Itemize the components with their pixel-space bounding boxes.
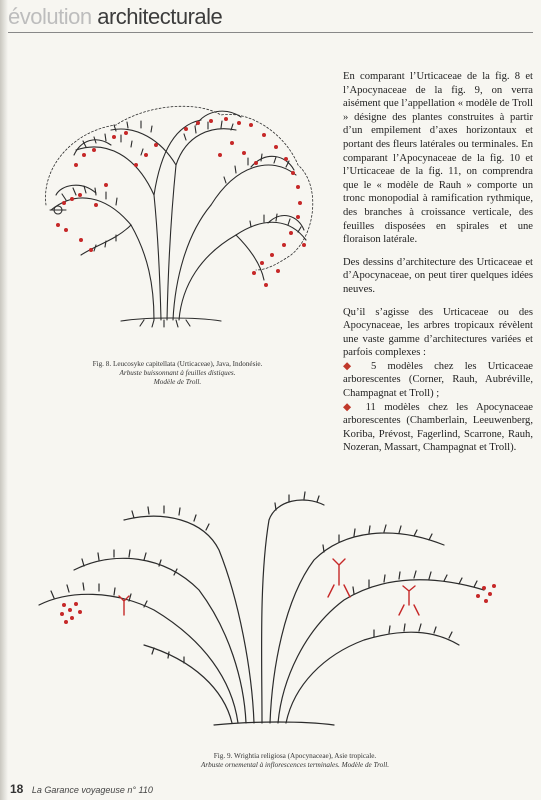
section-title-light: évolution: [8, 4, 92, 29]
paragraph-3: Qu’il s’agisse des Urticaceae ou des Apocynaceae, les arbres tropicaux révèlent une vaste gamme d’architectures variées et parfois complexes :: [343, 306, 533, 359]
publication-name: La Garance voyageuse n° 110: [31, 785, 153, 795]
bullet-item-2: [343, 401, 533, 455]
figure-8-caption-line1: Fig. 8. Leucosyke capitellata (Urticaceae), Java, Indonésie.: [92, 360, 263, 368]
figure-9-caption-line2: Arbuste ornemental à inflorescences terminales. Modèle de Troll.: [200, 761, 390, 769]
section-title-dark: architecturale: [97, 4, 223, 29]
figure-8-caption-line2: Arbuste buissonnant à feuilles distiques.: [119, 369, 236, 377]
figure-8-tree-drawing: [36, 95, 326, 350]
figure-9-caption: [150, 752, 440, 770]
figure-9-caption-line1: Fig. 9. Wrightia religiosa (Apocynaceae), Asie tropicale.: [213, 752, 377, 760]
bullet-diamond-icon: ◆: [343, 401, 358, 413]
page-footer: [10, 780, 153, 798]
figure-8-caption: [60, 360, 295, 387]
paragraph-2: Des dessins d’architecture des Urticaceae et d’Apocynaceae, on peut tirer quelques idées neuves.: [343, 256, 533, 295]
figure-8-caption-line3: Modèle de Troll.: [153, 378, 202, 386]
bullet-item-1: [343, 360, 533, 401]
article-body: [343, 70, 533, 455]
bullet-item-2-text: 11 modèles chez les Apocynaceae arborescentes (Chamberlain, Leeuwenberg, Koriba, Prévost, Fagerlind, Scarrone, Rauh, Nozeran, Massart, Champagnat et Troll).: [343, 401, 533, 454]
page-number: 18: [10, 782, 24, 796]
paragraph-1: En comparant l’Urticaceae de la fig. 8 et l’Apocynaceae de la fig. 9, on verra aisément que l’appellation « modèle de Troll » désigne des plantes construites à partir d’un empilement d’axes horizontaux et portant des fleurs latérales ou terminales. En comparant l’Apocynaceae de la fig. 10 et l’Urticaceae de la fig. 11, on comprendra que le « modèle de Rauh » comporte un tronc monopodial à ramification rythmique, des branches à croissance verticale, des feuilles disposées en spirales et une floraison latérale.: [343, 71, 533, 246]
page-binding-edge: [0, 0, 8, 800]
section-title: [8, 4, 222, 30]
header-divider: [8, 32, 533, 33]
bullet-item-1-text: 5 modèles chez les Urticaceae arborescentes (Corner, Rauh, Aubréville, Champagnat et Troll) ;: [343, 360, 533, 400]
figure-9-shrub-drawing: [14, 480, 524, 735]
bullet-diamond-icon: ◆: [343, 360, 360, 372]
